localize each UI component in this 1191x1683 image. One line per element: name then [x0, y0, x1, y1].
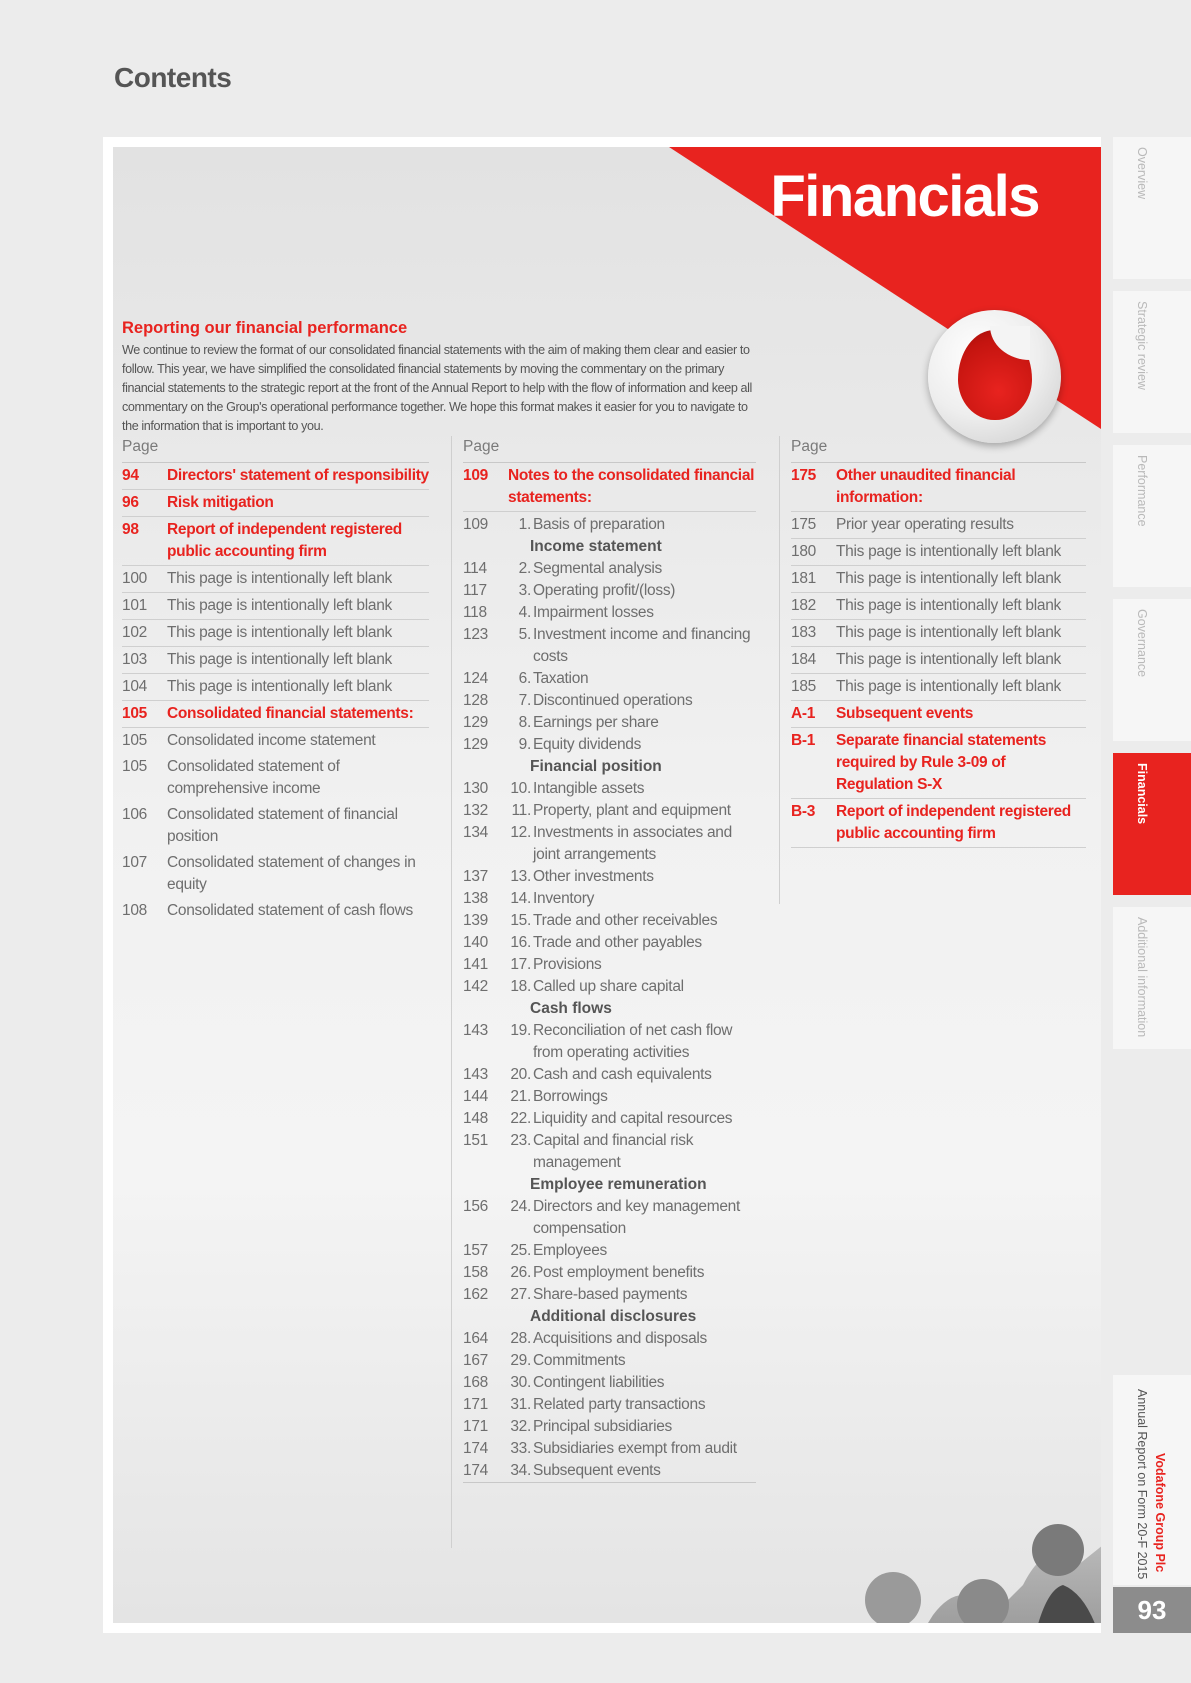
toc-subheading: Income statement — [530, 538, 662, 555]
toc-note-entry[interactable] — [463, 1130, 756, 1174]
toc-page-number: 175 — [791, 467, 816, 484]
toc-subheading: Employee remuneration — [530, 1176, 707, 1193]
note-number: 28. — [510, 1330, 531, 1347]
note-number: 23. — [510, 1132, 531, 1149]
toc-note-entry[interactable] — [463, 558, 756, 580]
toc-page-number: 109 — [463, 467, 488, 484]
toc-page-number: A-1 — [791, 705, 816, 722]
note-number: 6. — [518, 670, 531, 687]
note-number: 11. — [511, 802, 531, 819]
note-number: 19. — [510, 1022, 531, 1039]
toc-note-entry[interactable] — [463, 1020, 756, 1064]
toc-note-entry[interactable] — [463, 932, 756, 954]
note-number: 14. — [510, 890, 531, 907]
toc-note-entry[interactable] — [463, 1196, 756, 1240]
page-column-label: Page — [463, 436, 756, 463]
toc-entry-text: Notes to the consolidated financial statements: — [508, 467, 755, 506]
toc-note-entry[interactable] — [463, 1086, 756, 1108]
toc-page-number: 104 — [122, 678, 147, 695]
note-number: 30. — [510, 1374, 531, 1391]
toc-entry[interactable] — [791, 728, 1086, 799]
toc-entry[interactable] — [791, 539, 1086, 566]
toc-entry[interactable] — [122, 674, 429, 701]
toc-entry-text: This page is intentionally left blank — [836, 651, 1061, 668]
toc-page-number: 94 — [122, 467, 139, 484]
toc-entry-text: Consolidated income statement — [167, 732, 376, 749]
toc-note-entry[interactable] — [463, 1108, 756, 1130]
toc-entry[interactable] — [122, 566, 429, 593]
toc-note-entry[interactable] — [463, 888, 756, 910]
toc-page-number: 142 — [463, 978, 488, 995]
toc-entry-text: Prior year operating results — [836, 516, 1014, 533]
intro-title: Reporting our financial performance — [122, 319, 408, 337]
toc-entry-text: This page is intentionally left blank — [167, 624, 392, 641]
toc-page-number: 183 — [791, 624, 816, 641]
toc-entry-text: Investments in associates and joint arrangements — [533, 824, 732, 863]
note-number: 32. — [510, 1418, 531, 1435]
toc-entry-text: Commitments — [533, 1352, 626, 1369]
note-number: 4. — [518, 604, 531, 621]
toc-entry[interactable] — [122, 620, 429, 647]
toc-entry-text: Risk mitigation — [167, 494, 274, 511]
toc-entry-text: Report of independent registered public accounting firm — [836, 803, 1071, 842]
toc-note-entry[interactable] — [463, 910, 756, 932]
toc-entry-text: Directors' statement of responsibility — [167, 467, 429, 484]
toc-page-number: 162 — [463, 1286, 488, 1303]
toc-page-number: B-3 — [791, 803, 816, 820]
note-number: 21. — [510, 1088, 531, 1105]
note-number: 20. — [510, 1066, 531, 1083]
toc-entry-text: This page is intentionally left blank — [167, 570, 392, 587]
toc-page-number: 140 — [463, 934, 488, 951]
toc-page-number: 123 — [463, 626, 488, 643]
toc-page-number: 151 — [463, 1132, 488, 1149]
toc-page-number: 175 — [791, 516, 816, 533]
toc-note-entry[interactable] — [463, 624, 756, 668]
tab-overview[interactable]: Overview — [1113, 137, 1191, 279]
report-subtitle: Annual Report on Form 20-F 2015 — [1135, 1389, 1149, 1580]
toc-entry[interactable] — [791, 566, 1086, 593]
page-column-label: Page — [791, 436, 1086, 463]
toc-page-number: 128 — [463, 692, 488, 709]
toc-entry-text: Other unaudited financial information: — [836, 467, 1016, 506]
toc-note-entry[interactable] — [463, 580, 756, 602]
toc-entry[interactable] — [122, 463, 429, 490]
toc-entry-text: Called up share capital — [533, 978, 684, 995]
toc-page-number: 105 — [122, 758, 147, 775]
toc-subheading: Cash flows — [530, 1000, 612, 1017]
page-column-label: Page — [122, 436, 429, 463]
toc-entry[interactable] — [122, 593, 429, 620]
toc-note-entry[interactable] — [463, 866, 756, 888]
toc-entry-text: This page is intentionally left blank — [167, 678, 392, 695]
note-number: 3. — [518, 582, 531, 599]
toc-note-entry[interactable] — [463, 1394, 756, 1416]
toc-entry[interactable] — [791, 512, 1086, 539]
toc-page-number: 101 — [122, 597, 147, 614]
toc-entry[interactable] — [791, 593, 1086, 620]
toc-page-number: 158 — [463, 1264, 488, 1281]
tab-strategic-review[interactable]: Strategic review — [1113, 291, 1191, 433]
toc-page-number: 137 — [463, 868, 488, 885]
toc-entry[interactable] — [122, 701, 429, 728]
page-title: Contents — [114, 62, 232, 93]
toc-entry-text: This page is intentionally left blank — [167, 597, 392, 614]
toc-note-entry[interactable] — [463, 1240, 756, 1262]
toc-entry-text: Basis of preparation — [533, 516, 665, 533]
toc-note-entry[interactable] — [463, 976, 756, 998]
toc-entry[interactable] — [791, 463, 1086, 512]
toc-page-number: 171 — [463, 1396, 488, 1413]
toc-entry-text: Consolidated statement of cash flows — [167, 902, 413, 919]
toc-entry-text: This page is intentionally left blank — [836, 624, 1061, 641]
note-number: 29. — [510, 1352, 531, 1369]
toc-page-number: 114 — [463, 560, 487, 577]
toc-entry-text: Capital and financial risk management — [533, 1132, 694, 1171]
toc-page-number: 102 — [122, 624, 147, 641]
toc-entry-text: Subsequent events — [836, 705, 974, 722]
note-number: 31. — [510, 1396, 531, 1413]
toc-entry-text: Consolidated statement of changes in equity — [167, 854, 416, 893]
toc-page-number: 129 — [463, 714, 488, 731]
note-number: 33. — [510, 1440, 531, 1457]
toc-entry-text: Liquidity and capital resources — [533, 1110, 733, 1127]
toc-entry[interactable] — [791, 674, 1086, 701]
toc-subheading: Financial position — [530, 758, 662, 775]
toc-entry-text: Trade and other payables — [533, 934, 702, 951]
toc-subheading: Additional disclosures — [530, 1308, 697, 1325]
toc-page-number: 139 — [463, 912, 488, 929]
toc-note-entry[interactable] — [463, 712, 756, 734]
toc-entry-text: Impairment losses — [533, 604, 654, 621]
toc-entry-text: Subsequent events — [533, 1462, 661, 1479]
toc-column-1 — [122, 436, 429, 924]
note-number: 7. — [518, 692, 531, 709]
toc-page-number: 185 — [791, 678, 816, 695]
tab-financials[interactable]: Financials — [1113, 753, 1191, 895]
toc-page-number: 130 — [463, 780, 488, 797]
toc-note-entry[interactable] — [463, 954, 756, 976]
toc-page-number: 138 — [463, 890, 488, 907]
toc-entry-text: Intangible assets — [533, 780, 645, 797]
toc-entry-text: Related party transactions — [533, 1396, 706, 1413]
toc-entry[interactable] — [791, 799, 1086, 848]
intro-body: We continue to review the format of our consolidated financial statements with the aim of making them clear and easier to follow. This year, we have simplified the consolidated financial statements by moving the commentary on the primary financial statements to the strategic report at the front of the Annual Report to help with the flow of information and keep all commentary on the Group's operational performance together. We hope this format makes it easier for you to navigate to the information that is important to you. — [122, 343, 752, 433]
toc-page-number: 117 — [463, 582, 487, 599]
toc-entry-text: Earnings per share — [533, 714, 659, 731]
toc-page-number: 108 — [122, 902, 147, 919]
toc-page-number: B-1 — [791, 732, 816, 749]
page-number: 93 — [1113, 1587, 1191, 1633]
note-number: 26. — [510, 1264, 531, 1281]
note-number: 16. — [510, 934, 531, 951]
company-name: Vodafone Group Plc — [1153, 1453, 1167, 1573]
toc-entry[interactable] — [122, 517, 429, 566]
toc-note-entry[interactable] — [463, 1350, 756, 1372]
toc-page-number: 180 — [791, 543, 816, 560]
toc-entry-text: Directors and key management compensation — [533, 1198, 740, 1237]
toc-entry-text: Post employment benefits — [533, 1264, 705, 1281]
note-number: 2. — [518, 560, 531, 577]
note-number: 24. — [510, 1198, 531, 1215]
toc-entry-text: Consolidated statement of financial position — [167, 806, 398, 845]
toc-entry-text: Cash and cash equivalents — [533, 1066, 712, 1083]
toc-page-number: 132 — [463, 802, 488, 819]
toc-entry[interactable] — [791, 647, 1086, 674]
toc-entry[interactable] — [122, 647, 429, 674]
note-number: 8. — [518, 714, 531, 731]
toc-entry-text: Acquisitions and disposals — [533, 1330, 707, 1347]
toc-entry[interactable] — [122, 728, 429, 754]
toc-entry[interactable] — [122, 850, 429, 898]
toc-note-entry[interactable] — [463, 1328, 756, 1350]
section-title: Financials — [770, 164, 1039, 229]
toc-page-number: 107 — [122, 854, 147, 871]
toc-entry-text: Principal subsidiaries — [533, 1418, 672, 1435]
note-number: 1. — [518, 516, 531, 533]
tab-additional-information[interactable]: Additional information — [1113, 907, 1191, 1049]
toc-page-number: 124 — [463, 670, 488, 687]
toc-page-number: 109 — [463, 516, 488, 533]
toc-page-number: 134 — [463, 824, 488, 841]
note-number: 34. — [510, 1462, 531, 1479]
financials-panel — [103, 137, 1101, 1633]
toc-entry[interactable] — [463, 463, 756, 512]
toc-page-number: 184 — [791, 651, 816, 668]
toc-entry-text: Operating profit/(loss) — [533, 582, 676, 599]
toc-entry-text: Property, plant and equipment — [533, 802, 731, 819]
toc-note-entry[interactable] — [463, 800, 756, 822]
toc-note-entry[interactable] — [463, 1372, 756, 1394]
toc-page-number: 143 — [463, 1022, 488, 1039]
tab-performance[interactable]: Performance — [1113, 445, 1191, 587]
toc-entry-text: Taxation — [533, 670, 589, 687]
toc-entry-text: Equity dividends — [533, 736, 642, 753]
toc-entry[interactable] — [122, 754, 429, 802]
intro-block — [122, 319, 762, 436]
toc-entry[interactable] — [122, 898, 429, 924]
toc-entry-text: Employees — [533, 1242, 607, 1259]
toc-note-entry[interactable] — [463, 668, 756, 690]
toc-page-number: 174 — [463, 1440, 488, 1457]
toc-entry-text: This page is intentionally left blank — [836, 570, 1061, 587]
toc-entry-text: Reconciliation of net cash flow from operating activities — [533, 1022, 733, 1061]
toc-note-entry[interactable] — [463, 734, 756, 756]
note-number: 9. — [518, 736, 531, 753]
toc-page-number: 171 — [463, 1418, 488, 1435]
toc-page-number: 148 — [463, 1110, 488, 1127]
toc-page-number: 105 — [122, 705, 147, 722]
toc-column-3 — [779, 436, 1086, 904]
toc-note-entry[interactable] — [463, 822, 756, 866]
note-number: 10. — [510, 780, 531, 797]
toc-note-entry[interactable] — [463, 1416, 756, 1438]
toc-note-entry[interactable] — [463, 1438, 756, 1460]
toc-entry-text: Other investments — [533, 868, 654, 885]
toc-note-entry[interactable] — [463, 1064, 756, 1086]
note-number: 13. — [510, 868, 531, 885]
toc-entry-text: Separate financial statements required by Rule 3-09 of Regulation S-X — [836, 732, 1047, 793]
toc-entry-text: Investment income and financing costs — [533, 626, 751, 665]
toc-page-number: 164 — [463, 1330, 488, 1347]
note-number: 15. — [510, 912, 531, 929]
toc-entry-text: Subsidiaries exempt from audit — [533, 1440, 737, 1457]
tab-governance[interactable]: Governance — [1113, 599, 1191, 741]
toc-entry-text: This page is intentionally left blank — [836, 597, 1061, 614]
toc-note-entry[interactable] — [463, 602, 756, 624]
toc-entry-text: Discontinued operations — [533, 692, 693, 709]
toc-entry[interactable] — [122, 490, 429, 517]
toc-entry-text: Inventory — [533, 890, 595, 907]
toc-entry[interactable] — [791, 620, 1086, 647]
toc-note-entry[interactable] — [463, 1284, 756, 1306]
toc-note-entry[interactable] — [463, 778, 756, 800]
vodafone-logo-icon — [928, 310, 1061, 443]
toc-entry-text: Consolidated financial statements: — [167, 705, 414, 722]
toc-note-entry[interactable] — [463, 514, 756, 536]
toc-entry-text: Borrowings — [533, 1088, 608, 1105]
toc-page-number: 103 — [122, 651, 147, 668]
note-number: 5. — [518, 626, 531, 643]
toc-page-number: 98 — [122, 521, 139, 538]
toc-entry-text: This page is intentionally left blank — [836, 678, 1061, 695]
people-photo — [813, 1505, 1101, 1633]
section-tabs — [1113, 137, 1191, 1061]
toc-note-entry[interactable] — [463, 1262, 756, 1284]
toc-entry-text: Provisions — [533, 956, 602, 973]
toc-page-number: 157 — [463, 1242, 488, 1259]
toc-page-number: 106 — [122, 806, 147, 823]
toc-page-number: 144 — [463, 1088, 488, 1105]
toc-page-number: 141 — [463, 956, 488, 973]
note-number: 18. — [510, 978, 531, 995]
note-number: 27. — [510, 1286, 531, 1303]
toc-entry-text: Share-based payments — [533, 1286, 688, 1303]
toc-page-number: 174 — [463, 1462, 488, 1479]
toc-page-number: 168 — [463, 1374, 488, 1391]
toc-page-number: 100 — [122, 570, 147, 587]
toc-page-number: 96 — [122, 494, 139, 511]
toc-note-entry[interactable] — [463, 690, 756, 712]
toc-column-2 — [451, 436, 756, 1548]
toc-note-entry[interactable] — [463, 1460, 756, 1483]
toc-page-number: 156 — [463, 1198, 488, 1215]
note-number: 22. — [510, 1110, 531, 1127]
toc-entry-text: This page is intentionally left blank — [167, 651, 392, 668]
toc-entry[interactable] — [122, 802, 429, 850]
toc-entry-text: Contingent liabilities — [533, 1374, 665, 1391]
toc-entry-text: Segmental analysis — [533, 560, 663, 577]
toc-entry-text: Report of independent registered public accounting firm — [167, 521, 402, 560]
note-number: 17. — [510, 956, 531, 973]
note-number: 12. — [510, 824, 531, 841]
toc-page-number: 167 — [463, 1352, 488, 1369]
toc-entry-text: This page is intentionally left blank — [836, 543, 1061, 560]
toc-page-number: 118 — [463, 604, 487, 621]
toc-page-number: 181 — [791, 570, 816, 587]
toc-entry-text: Consolidated statement of comprehensive income — [167, 758, 340, 797]
toc-entry-text: Trade and other receivables — [533, 912, 718, 929]
toc-page-number: 143 — [463, 1066, 488, 1083]
toc-page-number: 182 — [791, 597, 816, 614]
toc-page-number: 105 — [122, 732, 147, 749]
toc-page-number: 129 — [463, 736, 488, 753]
note-number: 25. — [510, 1242, 531, 1259]
report-title-box — [1113, 1375, 1191, 1585]
toc-entry[interactable] — [791, 701, 1086, 728]
